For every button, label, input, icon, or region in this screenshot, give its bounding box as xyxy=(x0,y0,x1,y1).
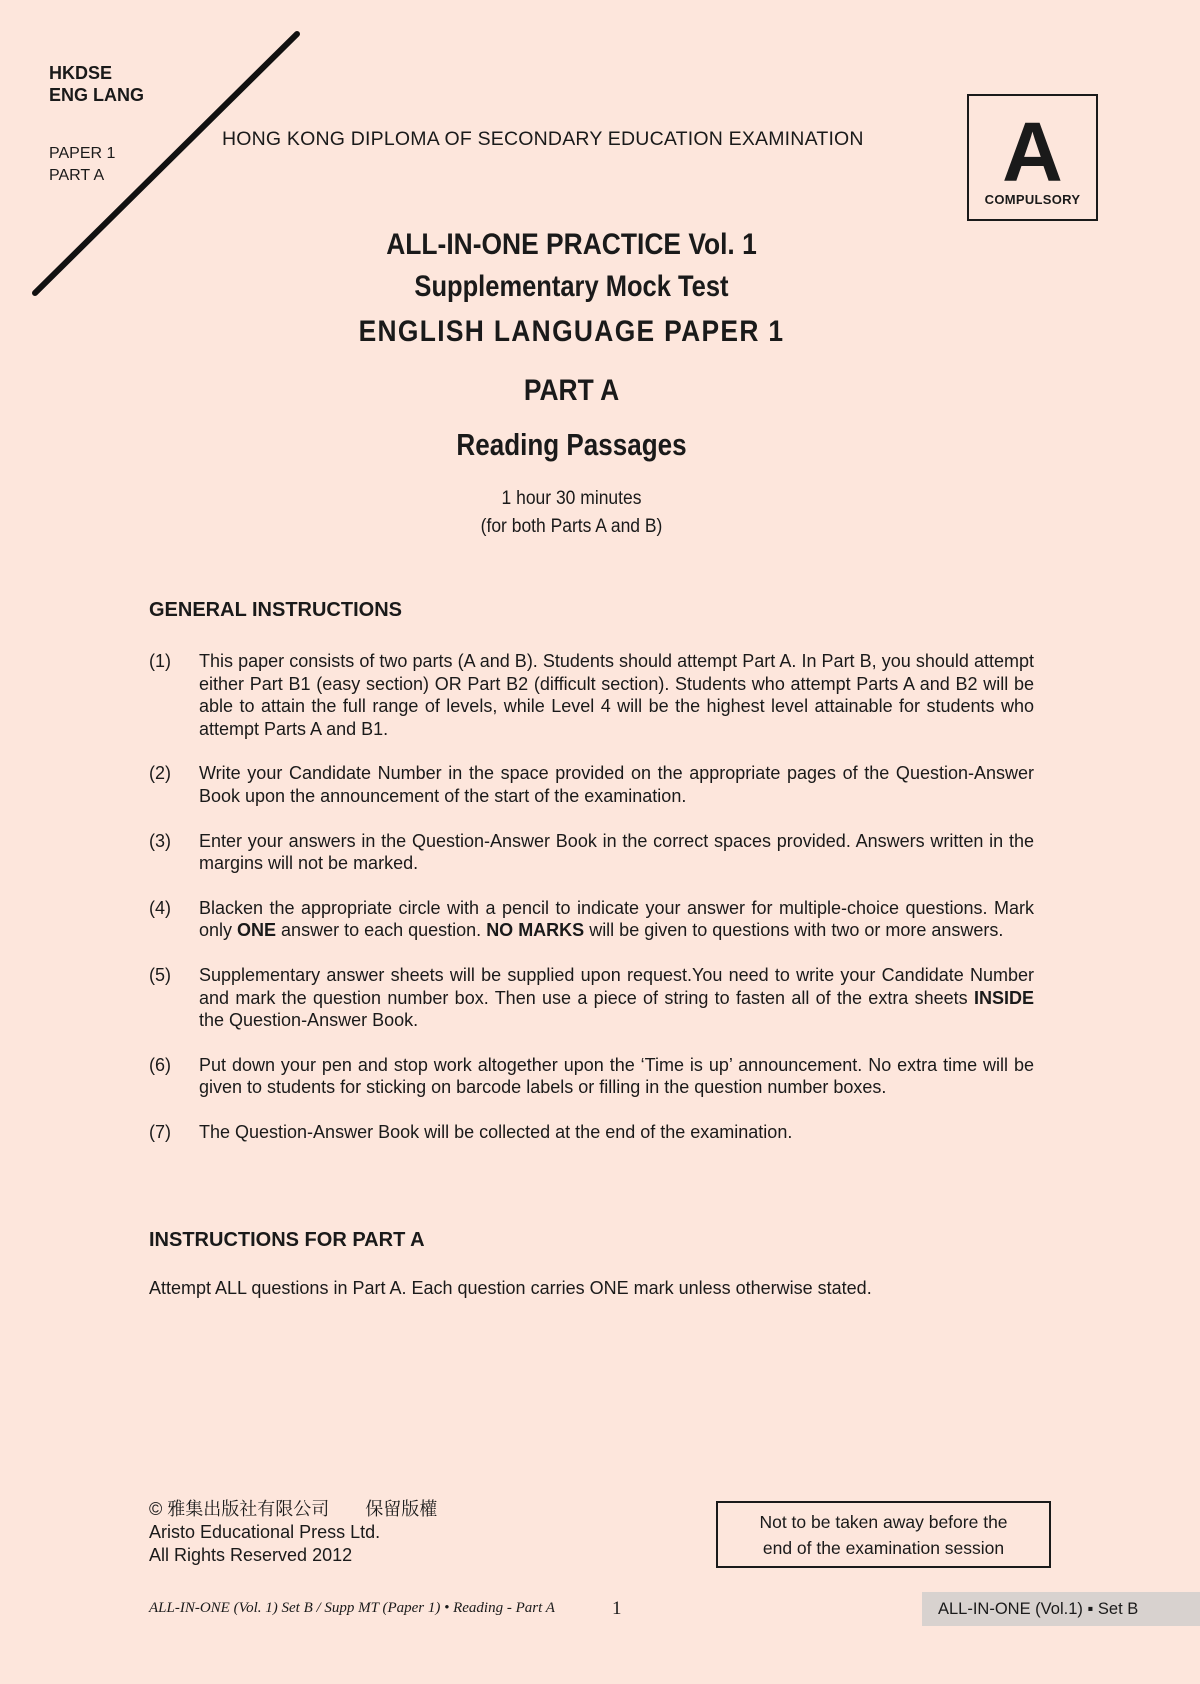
publisher-name: Aristo Educational Press Ltd. xyxy=(149,1522,381,1542)
instruction-item xyxy=(149,762,1034,807)
section-title: Reading Passages xyxy=(456,427,687,462)
instruction-text: This paper consists of two parts (A and B). Students should attempt Part A. In Part B, you should attempt either Part B1 (easy section) OR Part B2 (difficult section). Students who attempt Parts A and B2 will be able to attain the full range of levels, while Level 4 will be the highest level attainable for students who attempt Parts A and B1. xyxy=(199,651,1034,739)
instruction-item xyxy=(149,1054,1034,1099)
instruction-text: Enter your answers in the Question-Answer Book in the correct spaces provided. Answers written in the margins will not be marked. xyxy=(199,830,1034,874)
instruction-number: (1) xyxy=(149,651,171,671)
footer-reference: ALL-IN-ONE (Vol. 1) Set B / Supp MT (Paper 1) • Reading - Part A xyxy=(149,1600,555,1616)
corner-line-part: PART A xyxy=(49,167,105,184)
instruction-number: (2) xyxy=(149,763,171,784)
badge-label: COMPULSORY xyxy=(984,192,1081,207)
text-run: the Question-Answer Book. xyxy=(199,1010,419,1031)
instructions-list xyxy=(149,650,1034,1166)
exam-name: HONG KONG DIPLOMA OF SECONDARY EDUCATION EXAMINATION xyxy=(222,128,864,150)
title-block xyxy=(0,225,1143,541)
instruction-item xyxy=(149,1121,1034,1144)
instruction-item xyxy=(149,650,1034,740)
corner-line-hkdse: HKDSE xyxy=(49,63,113,83)
part-a-instruction: Attempt ALL questions in Part A. Each question carries ONE mark unless otherwise stated. xyxy=(149,1278,872,1298)
part-a-heading: INSTRUCTIONS FOR PART A xyxy=(149,1229,425,1251)
instruction-text: Write your Candidate Number in the space provided on the appropriate pages of the Question-Answer Book upon the announcement of the start of the examination. xyxy=(199,763,1034,806)
rights-reserved: All Rights Reserved 2012 xyxy=(149,1545,353,1565)
copyright-chinese: © 雅集出版社有限公司 保留版權 xyxy=(149,1499,438,1519)
badge-letter: A xyxy=(1002,105,1063,199)
duration-time: 1 hour 30 minutes xyxy=(501,488,642,509)
instruction-text: The Question-Answer Book will be collected at the end of the examination. xyxy=(199,1121,793,1142)
duration xyxy=(46,485,1098,541)
subject-code xyxy=(49,62,144,106)
notice-box xyxy=(716,1501,1051,1568)
instruction-number: (4) xyxy=(149,897,171,918)
instruction-text: Put down your pen and stop work altogether upon the ‘Time is up’ announcement. No extra time will be given to students for sticking on barcode labels or filling in the question number boxes. xyxy=(199,1054,1034,1098)
text-run: Blacken the appropriate circle with a pencil to indicate your answer for multiple-choice questions. Mark only xyxy=(199,897,1034,941)
instruction-item xyxy=(149,830,1034,875)
instruction-number: (6) xyxy=(149,1054,171,1075)
text-run: will be given to questions with two or more answers. xyxy=(584,920,1004,941)
instruction-text xyxy=(199,897,1034,942)
notice-line-1: Not to be taken away before the xyxy=(759,1512,1008,1532)
copyright-block xyxy=(149,1498,437,1567)
duration-note: (for both Parts A and B) xyxy=(480,516,663,537)
instruction-item xyxy=(149,897,1034,942)
instruction-number: (3) xyxy=(149,830,171,851)
series-title: ALL-IN-ONE PRACTICE Vol. 1 xyxy=(386,228,757,261)
test-title: Supplementary Mock Test xyxy=(414,270,729,303)
emphasis-inside: INSIDE xyxy=(973,987,1034,1008)
part-title: PART A xyxy=(523,374,620,407)
instruction-number: (7) xyxy=(149,1121,171,1142)
instruction-number: (5) xyxy=(149,964,171,985)
paper-title: ENGLISH LANGUAGE PAPER 1 xyxy=(358,315,785,348)
corner-line-paper: PAPER 1 xyxy=(49,145,116,162)
page-number: 1 xyxy=(612,1598,622,1619)
paper-code xyxy=(49,143,115,187)
compulsory-badge xyxy=(967,94,1098,221)
text-run: Supplementary answer sheets will be supplied upon request.You need to write your Candidate Number and mark the question number box. Then use a piece of string to fasten all of the extra sheets xyxy=(199,964,1034,1008)
general-instructions-heading: GENERAL INSTRUCTIONS xyxy=(149,599,402,621)
instruction-text xyxy=(199,964,1034,1032)
instruction-item xyxy=(149,964,1034,1032)
notice-line-2: end of the examination session xyxy=(762,1538,1005,1558)
corner-line-eng-lang: ENG LANG xyxy=(49,85,145,105)
emphasis-one: ONE xyxy=(237,920,277,941)
emphasis-no-marks: NO MARKS xyxy=(486,920,585,941)
text-run: answer to each question. xyxy=(276,920,487,941)
set-label: ALL-IN-ONE (Vol.1) ▪ Set B xyxy=(922,1592,1200,1626)
